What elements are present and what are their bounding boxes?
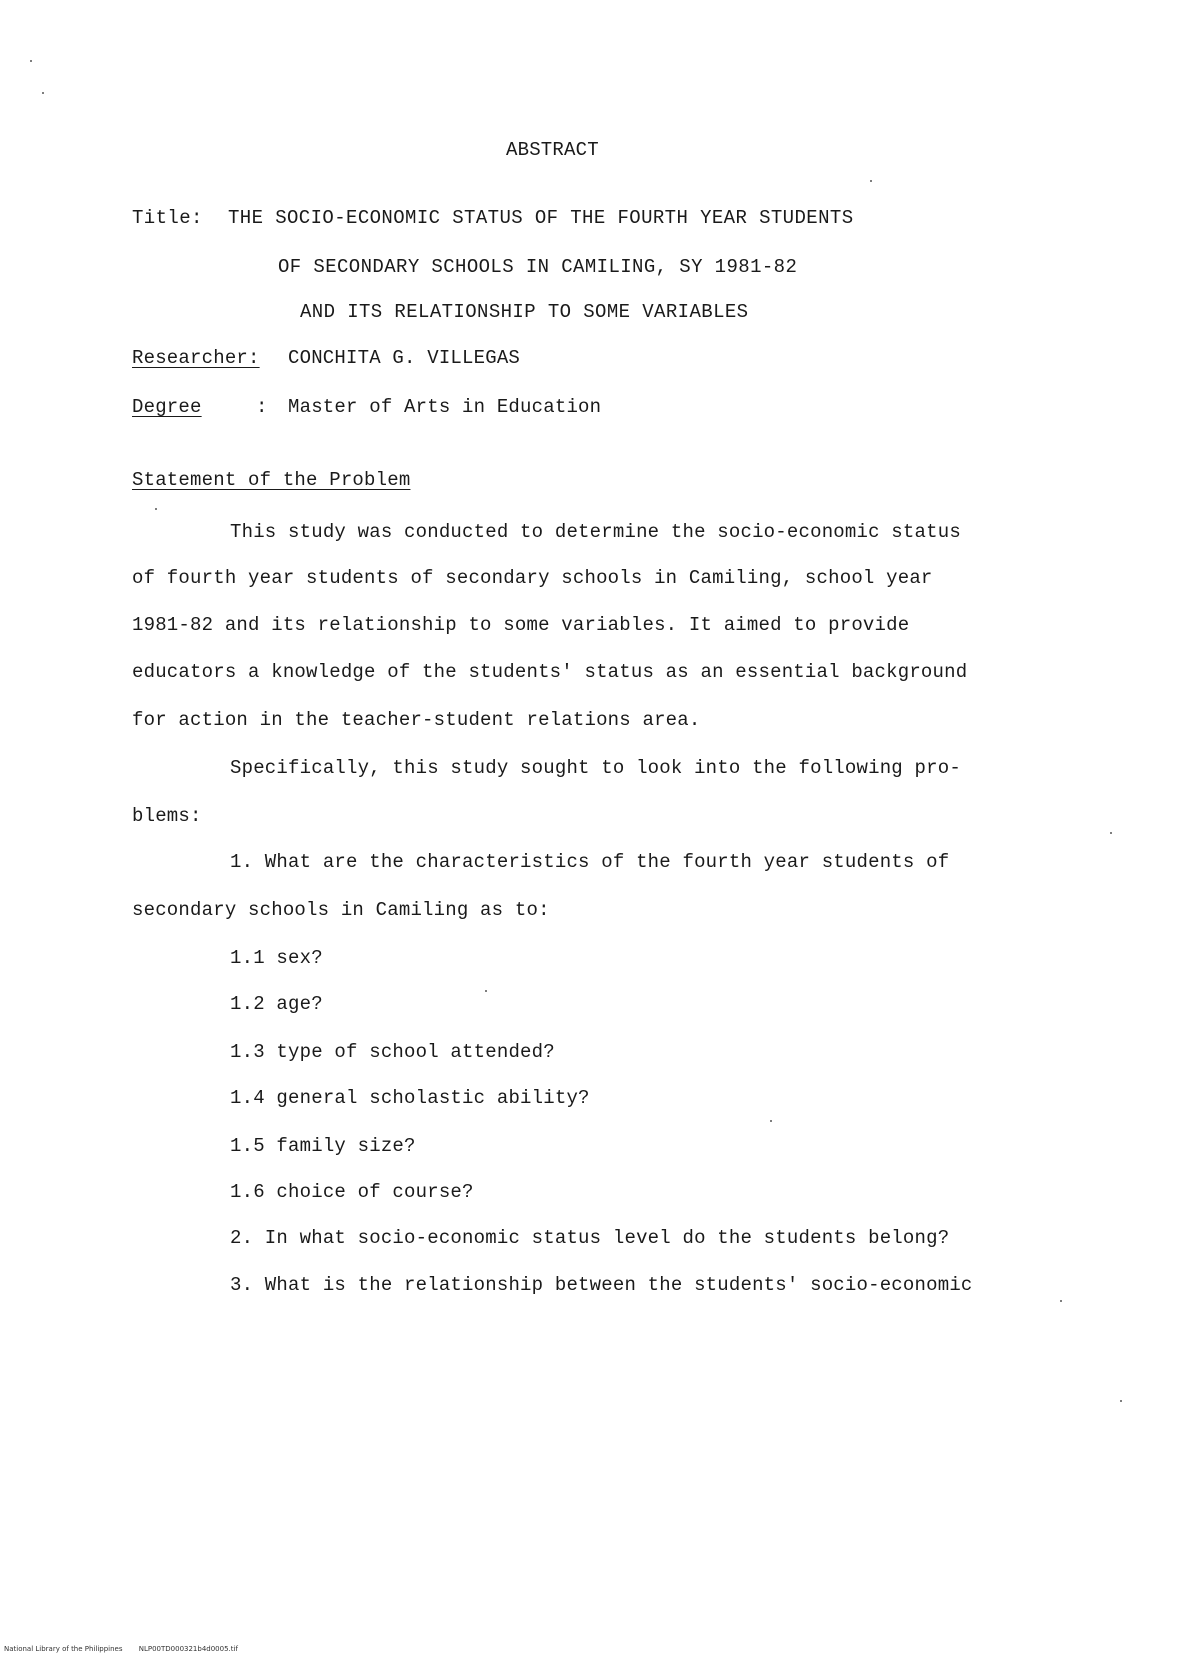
title-line-1: THE SOCIO-ECONOMIC STATUS OF THE FOURTH YEAR STUDENTS	[228, 207, 854, 229]
paragraph1-line-4: educators a knowledge of the students' status as an essential background	[132, 661, 968, 683]
paragraph1-line-5: for action in the teacher-student relations area.	[132, 709, 701, 731]
paragraph1-line-1: This study was conducted to determine the socio-economic status	[230, 521, 961, 543]
scan-speck	[1120, 1400, 1122, 1402]
scan-speck	[770, 1120, 772, 1122]
paragraph1-line-3: 1981-82 and its relationship to some variables. It aimed to provide	[132, 614, 910, 636]
scan-speck	[1060, 1300, 1062, 1302]
sub-item: 1.5 family size?	[230, 1135, 416, 1157]
scan-speck	[870, 180, 872, 182]
researcher-label: Researcher:	[132, 347, 260, 369]
question2: 2. In what socio-economic status level do the students belong?	[230, 1227, 950, 1249]
title-label: Title:	[132, 207, 203, 229]
scan-speck	[30, 60, 32, 62]
paragraph1-line-2: of fourth year students of secondary schools in Camiling, school year	[132, 567, 933, 589]
sub-item: 1.1 sex?	[230, 947, 323, 969]
sub-item: 1.4 general scholastic ability?	[230, 1087, 590, 1109]
degree-separator: :	[256, 396, 268, 418]
title-line-2: OF SECONDARY SCHOOLS IN CAMILING, SY 1981-82	[278, 256, 798, 278]
question3: 3. What is the relationship between the students' socio-economic	[230, 1274, 973, 1296]
footer-library: National Library of the Philippines	[4, 1645, 123, 1653]
degree-label: Degree	[132, 396, 202, 418]
abstract-heading: ABSTRACT	[506, 139, 599, 161]
degree-value: Master of Arts in Education	[288, 396, 602, 418]
sub-item: 1.2 age?	[230, 993, 323, 1015]
question1-line-1: 1. What are the characteristics of the fourth year students of	[230, 851, 950, 873]
sub-item: 1.6 choice of course?	[230, 1181, 474, 1203]
scan-speck	[485, 990, 487, 992]
scan-speck	[1110, 832, 1112, 834]
paragraph2-line-2: blems:	[132, 805, 202, 827]
section-heading: Statement of the Problem	[132, 469, 411, 491]
footer-code: NLP00TD000321b4d0005.tif	[138, 1645, 238, 1653]
scan-footer	[4, 1645, 238, 1653]
scan-speck	[42, 92, 44, 94]
title-line-3: AND ITS RELATIONSHIP TO SOME VARIABLES	[300, 301, 749, 323]
scan-speck	[155, 508, 157, 510]
sub-item: 1.3 type of school attended?	[230, 1041, 555, 1063]
researcher-value: CONCHITA G. VILLEGAS	[288, 347, 521, 369]
paragraph2-line-1: Specifically, this study sought to look into the following pro-	[230, 757, 961, 779]
question1-line-2: secondary schools in Camiling as to:	[132, 899, 550, 921]
